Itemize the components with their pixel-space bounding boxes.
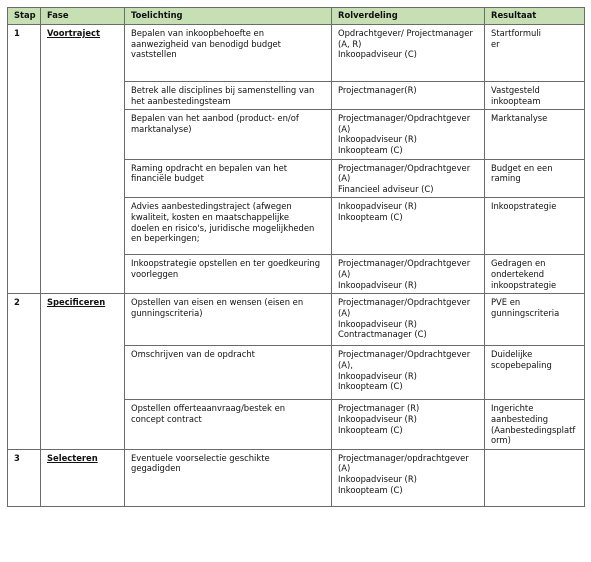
cell-resultaat-line: scopebepaling (491, 359, 552, 370)
cell-resultaat (485, 255, 585, 294)
cell-rolverdeling (332, 400, 485, 449)
cell-toelichting (125, 400, 332, 449)
header-fase: Fase (41, 8, 125, 25)
cell-rolverdeling (332, 449, 485, 506)
cell-resultaat (485, 159, 585, 198)
cell-rolverdeling-line: Inkoopadviseur (R) (338, 413, 417, 424)
cell-resultaat-line: ondertekend (491, 268, 545, 279)
cell-fase (41, 110, 125, 159)
cell-resultaat-line: Marktanalyse (491, 113, 548, 124)
table-row (8, 110, 585, 159)
cell-fase (41, 159, 125, 198)
cell-rolverdeling (332, 294, 485, 346)
cell-resultaat (485, 449, 585, 506)
fase-label: Voortraject (47, 28, 100, 38)
fase-label: Specificeren (47, 297, 106, 308)
cell-toelichting-line: vaststellen (131, 49, 177, 60)
cell-resultaat-line: Duidelijke (491, 349, 533, 360)
cell-resultaat (485, 346, 585, 400)
cell-rolverdeling-line: (A) (338, 123, 351, 134)
cell-toelichting-line: Omschrijven van de opdracht (131, 349, 255, 360)
cell-toelichting (125, 449, 332, 506)
cell-toelichting-line: gegadigden (131, 463, 181, 474)
cell-toelichting (125, 255, 332, 294)
cell-toelichting (125, 346, 332, 400)
fase-label: Selecteren (47, 452, 98, 463)
cell-resultaat-line: inkoopteam (491, 95, 541, 106)
cell-rolverdeling-line: Inkoopadviseur (R) (338, 201, 417, 212)
cell-rolverdeling-line: (A), (338, 359, 353, 370)
cell-toelichting-line: Advies aanbestedingstraject (afwegen (131, 201, 292, 212)
table-row (8, 198, 585, 255)
cell-fase (41, 25, 125, 82)
cell-toelichting-line: Eventuele voorselectie geschikte (131, 452, 270, 463)
cell-rolverdeling (332, 25, 485, 82)
cell-rolverdeling-line: Projectmanager/Opdrachtgever (338, 258, 471, 269)
cell-rolverdeling-line: Projectmanager/Opdrachtgever (338, 349, 471, 360)
cell-resultaat-line: Ingerichte (491, 403, 534, 414)
process-table (7, 7, 585, 507)
table-row (8, 346, 585, 400)
cell-toelichting-line: Opstellen van eisen en wensen (eisen en (131, 297, 304, 308)
cell-stap: 3 (8, 449, 41, 506)
cell-toelichting-line: financiële budget (131, 173, 204, 184)
cell-stap (8, 82, 41, 110)
cell-rolverdeling-line: Projectmanager (R) (338, 403, 420, 414)
cell-rolverdeling-line: Inkoopteam (C) (338, 144, 403, 155)
cell-toelichting-line: gunningscriteria) (131, 307, 203, 318)
cell-resultaat-line: Vastgesteld (491, 85, 540, 95)
cell-rolverdeling-line: Projectmanager/Opdrachtgever (338, 297, 471, 308)
cell-rolverdeling-line: (A, R) (338, 38, 362, 49)
header-stap: Stap (8, 8, 41, 25)
cell-resultaat (485, 25, 585, 82)
cell-stap: 2 (8, 294, 41, 346)
table-row (8, 159, 585, 198)
table-row (8, 82, 585, 110)
cell-resultaat (485, 110, 585, 159)
cell-rolverdeling-line: (A) (338, 307, 351, 318)
cell-stap (8, 110, 41, 159)
cell-resultaat-line: Startformuli (491, 28, 541, 38)
cell-rolverdeling-line: Inkoopadviseur (R) (338, 370, 417, 381)
cell-stap (8, 159, 41, 198)
cell-stap (8, 400, 41, 449)
cell-rolverdeling (332, 346, 485, 400)
cell-rolverdeling-line: (A) (338, 173, 351, 184)
cell-toelichting-line: aanwezigheid van benodigd budget (131, 38, 281, 49)
cell-rolverdeling-line: Inkoopadviseur (C) (338, 49, 417, 60)
cell-resultaat-line: er (491, 38, 500, 49)
cell-rolverdeling-line: Contractmanager (C) (338, 329, 427, 340)
cell-rolverdeling-line: Inkoopteam (C) (338, 381, 403, 392)
cell-resultaat (485, 400, 585, 449)
cell-toelichting-line: doelen en risico's, juridische mogelijkheden (131, 222, 315, 233)
cell-resultaat-line: PVE en (491, 297, 521, 308)
header-resultaat: Resultaat (485, 8, 585, 25)
cell-resultaat-line: aanbesteding (491, 413, 549, 424)
cell-resultaat-line: raming (491, 173, 521, 184)
table-body (8, 25, 585, 507)
table-row (8, 25, 585, 82)
cell-resultaat-line: Budget en een (491, 162, 553, 173)
cell-fase (41, 198, 125, 255)
cell-resultaat-line: inkoopstrategie (491, 279, 557, 290)
cell-rolverdeling (332, 159, 485, 198)
header-row (8, 8, 585, 25)
cell-rolverdeling (332, 255, 485, 294)
header-rolverdeling: Rolverdeling (332, 8, 485, 25)
cell-toelichting-line: en beperkingen; (131, 233, 200, 244)
cell-resultaat (485, 198, 585, 255)
cell-toelichting-line: Raming opdracht en bepalen van het (131, 162, 288, 173)
header-toelichting: Toelichting (125, 8, 332, 25)
cell-rolverdeling-line: Financieel adviseur (C) (338, 183, 434, 194)
cell-resultaat (485, 294, 585, 346)
cell-toelichting-line: Betrek alle disciplines bij samenstelling van (131, 85, 315, 95)
cell-resultaat-line: gunningscriteria (491, 307, 560, 318)
cell-rolverdeling-line: (A) (338, 463, 351, 474)
cell-toelichting (125, 82, 332, 110)
cell-fase (41, 255, 125, 294)
cell-fase (41, 449, 125, 506)
cell-fase (41, 400, 125, 449)
cell-rolverdeling (332, 110, 485, 159)
table-row (8, 449, 585, 506)
cell-toelichting-line: kwaliteit, kosten en maatschappelijke (131, 211, 290, 222)
cell-fase (41, 346, 125, 400)
cell-toelichting (125, 294, 332, 346)
cell-stap: 1 (8, 25, 41, 82)
cell-toelichting (125, 159, 332, 198)
table-row (8, 255, 585, 294)
cell-resultaat-line: orm) (491, 435, 511, 446)
cell-toelichting-line: voorleggen (131, 268, 179, 279)
cell-stap (8, 198, 41, 255)
cell-rolverdeling-line: Inkoopadviseur (R) (338, 318, 417, 329)
cell-toelichting (125, 25, 332, 82)
cell-toelichting (125, 110, 332, 159)
table-row (8, 400, 585, 449)
cell-stap (8, 255, 41, 294)
cell-fase (41, 82, 125, 110)
cell-rolverdeling-line: Inkoopadviseur (R) (338, 134, 417, 145)
cell-rolverdeling-line: Projectmanager/opdrachtgever (338, 452, 469, 463)
cell-resultaat-line: Inkoopstrategie (491, 201, 557, 212)
cell-toelichting-line: het aanbestedingsteam (131, 95, 231, 106)
cell-rolverdeling-line: Projectmanager(R) (338, 85, 417, 95)
cell-rolverdeling-line: Projectmanager/Opdrachtgever (338, 162, 471, 173)
cell-toelichting (125, 198, 332, 255)
cell-fase (41, 294, 125, 346)
cell-rolverdeling-line: Opdrachtgever/ Projectmanager (338, 28, 473, 38)
cell-rolverdeling (332, 198, 485, 255)
cell-rolverdeling-line: (A) (338, 268, 351, 279)
cell-rolverdeling-line: Inkoopteam (C) (338, 424, 403, 435)
cell-toelichting-line: marktanalyse) (131, 123, 192, 134)
cell-toelichting-line: Bepalen van inkoopbehoefte en (131, 28, 265, 38)
cell-rolverdeling-line: Inkoopadviseur (R) (338, 473, 417, 484)
cell-rolverdeling-line: Inkoopadviseur (R) (338, 279, 417, 290)
cell-toelichting-line: Bepalen van het aanbod (product- en/of (131, 113, 299, 124)
cell-rolverdeling-line: Projectmanager/Opdrachtgever (338, 113, 471, 124)
cell-toelichting-line: Inkoopstrategie opstellen en ter goedkeuring (131, 258, 321, 269)
cell-rolverdeling (332, 82, 485, 110)
cell-rolverdeling-line: Inkoopteam (C) (338, 211, 403, 222)
cell-toelichting-line: Opstellen offerteaanvraag/bestek en (131, 403, 286, 414)
cell-resultaat-line: Gedragen en (491, 258, 546, 269)
cell-stap (8, 346, 41, 400)
cell-resultaat (485, 82, 585, 110)
cell-resultaat-line: (Aanbestedingsplatf (491, 424, 576, 435)
cell-rolverdeling-line: Inkoopteam (C) (338, 484, 403, 495)
cell-toelichting-line: concept contract (131, 413, 202, 424)
table-row (8, 294, 585, 346)
